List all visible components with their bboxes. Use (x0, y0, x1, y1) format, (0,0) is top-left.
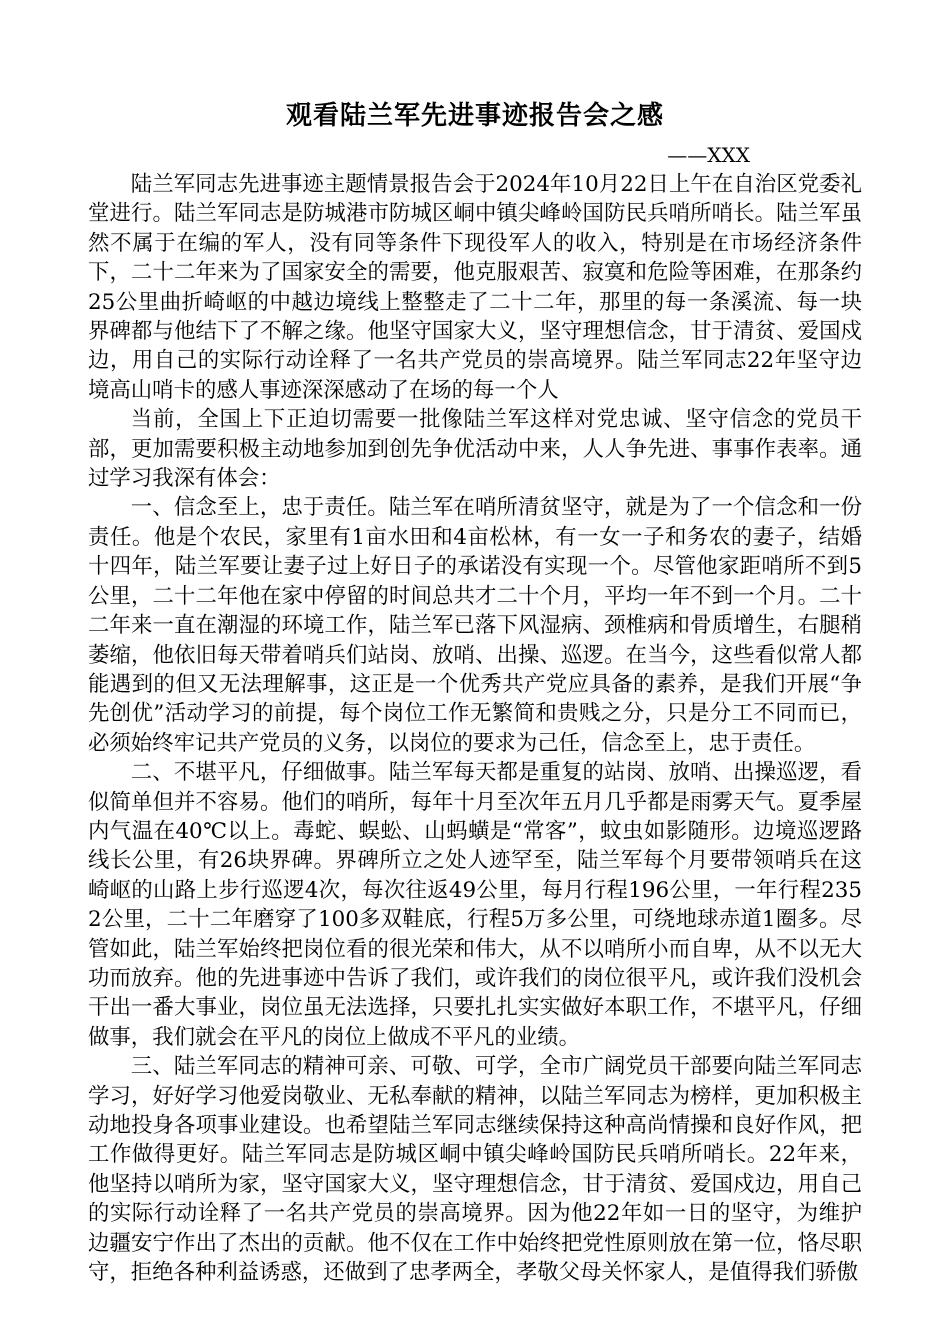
paragraph-point-one: 一、信念至上，忠于责任。陆兰军在哨所清贫坚守，就是为了一个信念和一份责任。他是个农民，家里有1亩水田和4亩松林，有一女一子和务农的妻子，结婚十四年，陆兰军要让妻子过上好日子的承诺没有实现一个。尽管他家距哨所不到5公里，二十二年他在家中停留的时间总共才二十个月，平均一年不到一个月。二十二年来一直在潮湿的环境工作，陆兰军已落下风湿病、颈椎病和骨质增生，右腿稍萎缩，他依旧每天带着哨兵们站岗、放哨、出操、巡逻。在当今，这些看似常人都能遇到的但又无法理解事，这正是一个优秀共产党应具备的素养，是我们开展“争先创优”活动学习的前提，每个岗位工作无繁简和贵贱之分，只是分工不同而已，必须始终牢记共产党员的义务，以岗位的要求为己任，信念至上，忠于责任。 (88, 495, 862, 756)
document-title: 观看陆兰军先进事迹报告会之感 (285, 101, 664, 131)
paragraph-point-two: 二、不堪平凡，仔细做事。陆兰军每天都是重复的站岗、放哨、出操巡逻，看似简单但并不容易。他们的哨所，每年十月至次年五月几乎都是雨雾天气。夏季屋内气温在40℃以上。毒蛇、蜈蚣、山蚂蟥是“常客”，蚊虫如影随形。边境巡逻路线长公里，有26块界碑。界碑所立之处人迹罕至，陆兰军每个月要带领哨兵在这崎岖的山路上步行巡逻4次，每次往返49公里，每月行程196公里，一年行程2352公里，二十二年磨穿了100多双鞋底，行程5万多公里，可绕地球赤道1圈多。尽管如此，陆兰军始终把岗位看的很光荣和伟大，从不以哨所小而自卑，从不以无大功而放弃。他的先进事迹中告诉了我们，或许我们的岗位很平凡，或许我们没机会干出一番大事业，岗位虽无法选择，只要扎扎实实做好本职工作，不堪平凡，仔细做事，我们就会在平凡的岗位上做成不平凡的业绩。 (88, 760, 862, 1050)
paragraph-point-three: 三、陆兰军同志的精神可亲、可敬、可学，全市广阔党员干部要向陆兰军同志学习，好好学习他爱岗敬业、无私奉献的精神，以陆兰军同志为榜样，更加积极主动地投身各项事业建设。也希望陆兰军同志继续保持这种高尚情操和良好作风，把工作做得更好。陆兰军同志是防城区峒中镇尖峰岭国防民兵哨所哨长。22年来，他坚持以哨所为家，坚守国家大义，坚守理想信念，甘于清贫、爱国戍边，用自己的实际行动诠释了一名共产党员的崇高境界。因为他22年如一日的坚守，为维护边疆安宁作出了杰出的贡献。他不仅在工作中始终把党性原则放在第一位，恪尽职守，拒绝各种利益诱惑，还做到了忠孝两全，孝敬父母关怀家人，是值得我们骄傲 (88, 1054, 862, 1286)
paragraph-intro: 陆兰军同志先进事迹主题情景报告会于2024年10月22日上午在自治区党委礼堂进行。陆兰军同志是防城港市防城区峒中镇尖峰岭国防民兵哨所哨长。陆兰军虽然不属于在编的军人，没有同等条件下现役军人的收入，特别是在市场经济条件下，二十二年来为了国家安全的需要，他克服艰苦、寂寞和危险等困难，在那条约25公里曲折崎岖的中越边境线上整整走了二十二年，那里的每一条溪流、每一块界碑都与他结下了不解之缘。他坚守国家大义，坚守理想信念，甘于清贫、爱国戍边，用自己的实际行动诠释了一名共产党员的崇高境界。陆兰军同志22年坚守边境高山哨卡的感人事迹深深感动了在场的每一个人 (88, 172, 862, 403)
document-page (88, 98, 862, 1287)
paragraph-current-situation: 当前，全国上下正迫切需要一批像陆兰军这样对党忠诚、坚守信念的党员干部，更加需要积极主动地参加到创先争优活动中来，人人争先进、事事作表率。通过学习我深有体会： (88, 407, 862, 492)
author-line: ——XXX (667, 143, 750, 167)
